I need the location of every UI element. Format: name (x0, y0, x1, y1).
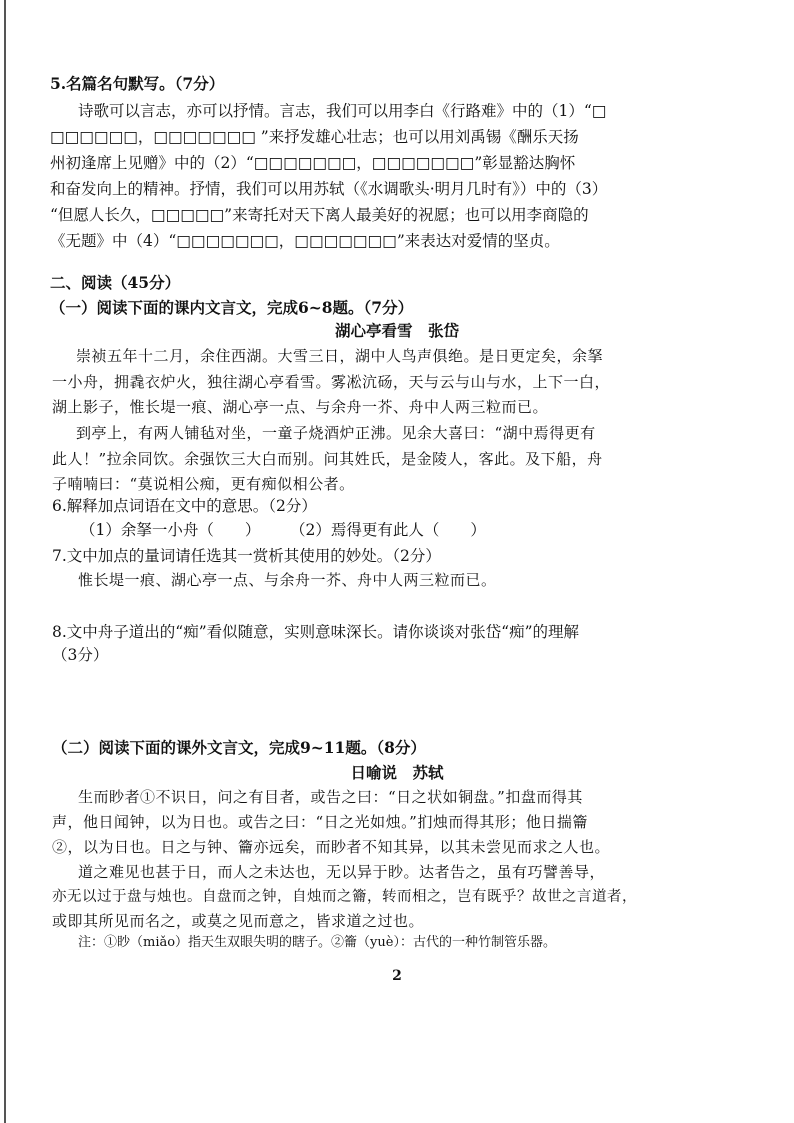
q5-line: “但愿人长久，□□□□□”来寄托对天下离人最美好的祝愿；也可以用李商隐的 (50, 206, 589, 224)
text1-line: 一小舟，拥毳衣炉火，独往湖心亭看雪。雾凇沆砀，天与云与山与水，上下一白， (52, 373, 611, 391)
text2-line: 声，他日闻钟，以为日也。或告之曰：“日之光如烛。”扪烛而得其形；他日揣籥 (52, 813, 588, 831)
q8-score: （3分） (52, 646, 109, 664)
text2-line: 道之难见也甚于日，而人之未达也，无以异于眇。达者告之，虽有巧譬善导， (78, 863, 606, 881)
q6-item: （2）焉得更有此人（ ） (290, 521, 486, 539)
q5-title: 5.名篇名句默写。（7分） (50, 74, 225, 93)
page-number: 2 (392, 968, 402, 984)
text1-line: 此人！”拉余同饮。余强饮三大白而别。问其姓氏，是金陵人，客此。及下船，舟 (52, 450, 603, 468)
text2-line: ②，以为日也。日之与钟、籥亦远矣，而眇者不知其异，以其未尝见而求之人也。 (52, 838, 611, 856)
q6-item: （1）余拏一小舟（ ） (80, 521, 261, 539)
text2-line: 生而眇者①不识日，问之有目者，或告之曰：“日之状如铜盘。”扣盘而得其 (78, 788, 583, 806)
part2-title: （二）阅读下面的课外文言文，完成9~11题。（8分） (52, 738, 426, 757)
text2-line: 亦无以过于盘与烛也。自盘而之钟，自烛而之籥，转而相之，岂有既乎？故世之言道者， (52, 889, 637, 905)
footnote: 注：①眇（miǎo）指天生双眼失明的瞎子。②籥（yuè）：古代的一种竹制管乐器。 (78, 935, 556, 950)
q8-title: 8.文中舟子道出的“痴”看似随意，实则意味深长。请你谈谈对张岱“痴”的理解 (52, 623, 579, 641)
q7-title: 7.文中加点的量词请任选其一赏析其使用的妙处。（2分） (52, 547, 441, 565)
part1-title: （一）阅读下面的课内文言文，完成6~8题。（7分） (50, 298, 414, 317)
q5-line: 和奋发向上的精神。抒情，我们可以用苏轼（《水调歌头·明月几时有》）中的（3） (50, 180, 608, 198)
q7-text: 惟长堤一痕、湖心亭一点、与余舟一芥、舟中人两三粒而已。 (78, 571, 497, 589)
q5-line: 诗歌可以言志，亦可以抒情。言志，我们可以用李白《行路难》中的（1）“□ (78, 102, 607, 120)
text1-line: 子喃喃曰：“莫说相公痴，更有痴似相公者。 (52, 475, 355, 493)
section-title: 二、阅读（45分） (50, 273, 181, 292)
q6-title: 6.解释加点词语在文中的意思。（2分） (52, 497, 317, 515)
q5-line: □□□□□□，□□□□□□□ ”来抒发雄心壮志；也可以用刘禹锡《酬乐天扬 (50, 128, 579, 146)
text1-line: 崇祯五年十二月，余住西湖。大雪三日，湖中人鸟声俱绝。是日更定矣，余拏 (76, 347, 604, 365)
text1-line: 到亭上，有两人铺毡对坐，一童子烧酒炉正沸。见余大喜曰：“湖中焉得更有 (76, 424, 596, 442)
page-edge (4, 0, 6, 1123)
text1-title: 湖心亭看雪 张岱 (334, 321, 459, 340)
q5-line: 《无题》中（4）“□□□□□□□，□□□□□□□”来表达对爱情的坚贞。 (50, 232, 560, 250)
text2-title: 日喻说 苏轼 (350, 763, 444, 782)
text1-line: 湖上影子，惟长堤一痕、湖心亭一点、与余舟一芥、舟中人两三粒而已。 (52, 398, 549, 416)
q5-line: 州初逢席上见赠》中的（2）“□□□□□□□，□□□□□□□”彰显豁达胸怀 (50, 154, 576, 172)
text2-line: 或即其所见而名之，或莫之见而意之，皆求道之过也。 (52, 912, 425, 930)
